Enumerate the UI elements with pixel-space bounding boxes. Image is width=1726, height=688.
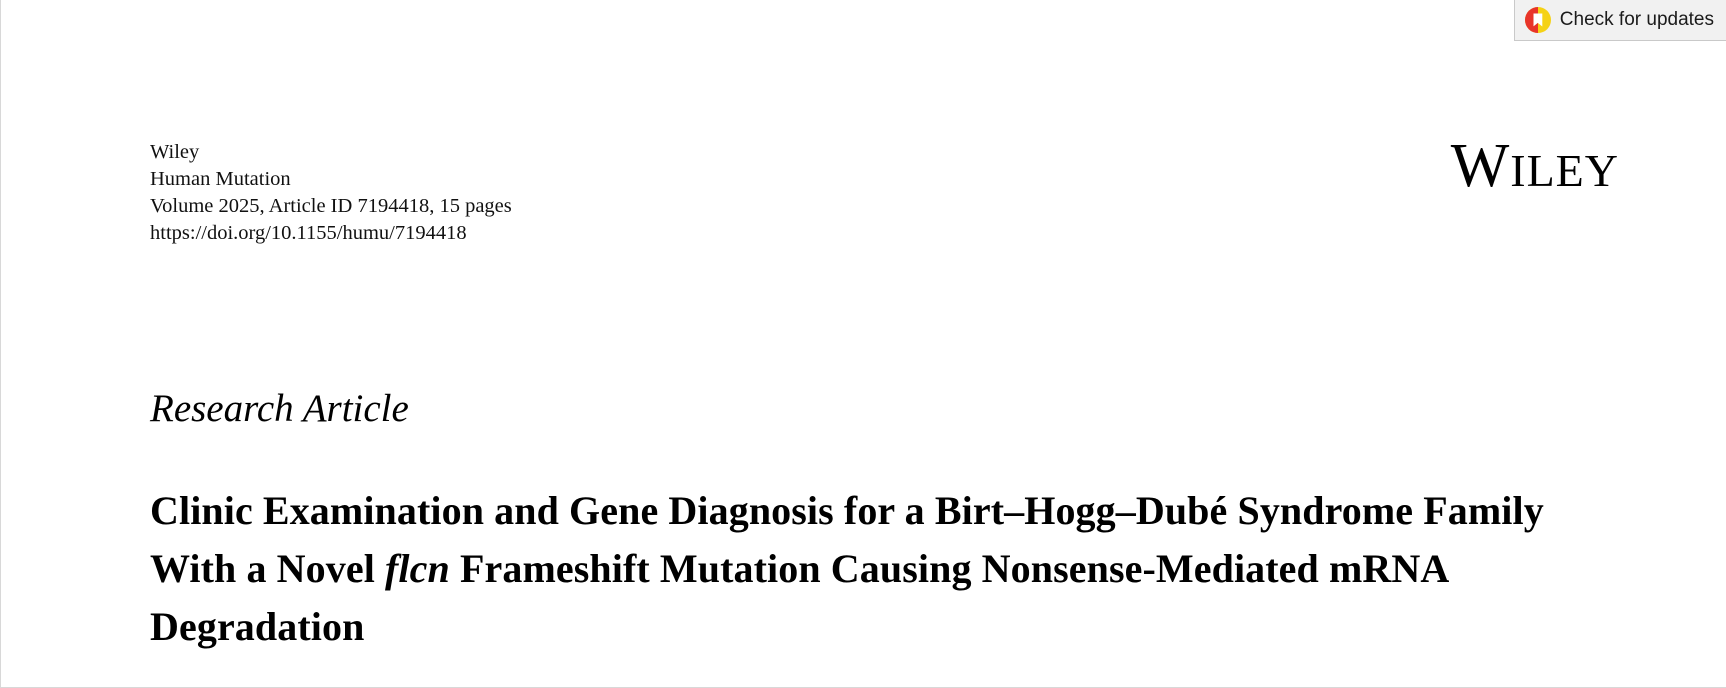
publisher-name: Wiley (150, 141, 200, 163)
wiley-logo-rest: ILEY (1510, 145, 1619, 196)
title-segment-2: Frameshift Mutation Causing Nonsense-Mediated mRNA Degradation (150, 545, 1448, 649)
doi-link[interactable]: https://doi.org/10.1155/humu/7194418 (150, 222, 467, 244)
title-gene-name: flcn (385, 545, 450, 591)
crossmark-icon-bookmark (1533, 14, 1542, 27)
page-title (150, 482, 1600, 656)
journal-masthead (150, 139, 512, 247)
crossmark-icon (1525, 7, 1551, 33)
article-type-label: Research Article (150, 387, 409, 430)
volume-article-info: Volume 2025, Article ID 7194418, 15 pages (150, 195, 512, 217)
title-segment-1: Clinic Examination and Gene Diagnosis for a Birt–Hogg–Dubé Syndrome Family With a Novel (150, 487, 1544, 591)
page-edge-left (0, 0, 1, 688)
check-for-updates-label: Check for updates (1559, 9, 1714, 30)
wiley-logo (1450, 132, 1619, 200)
journal-name: Human Mutation (150, 168, 291, 190)
wiley-logo-initial: W (1450, 132, 1511, 200)
check-for-updates-badge[interactable] (1514, 0, 1726, 41)
